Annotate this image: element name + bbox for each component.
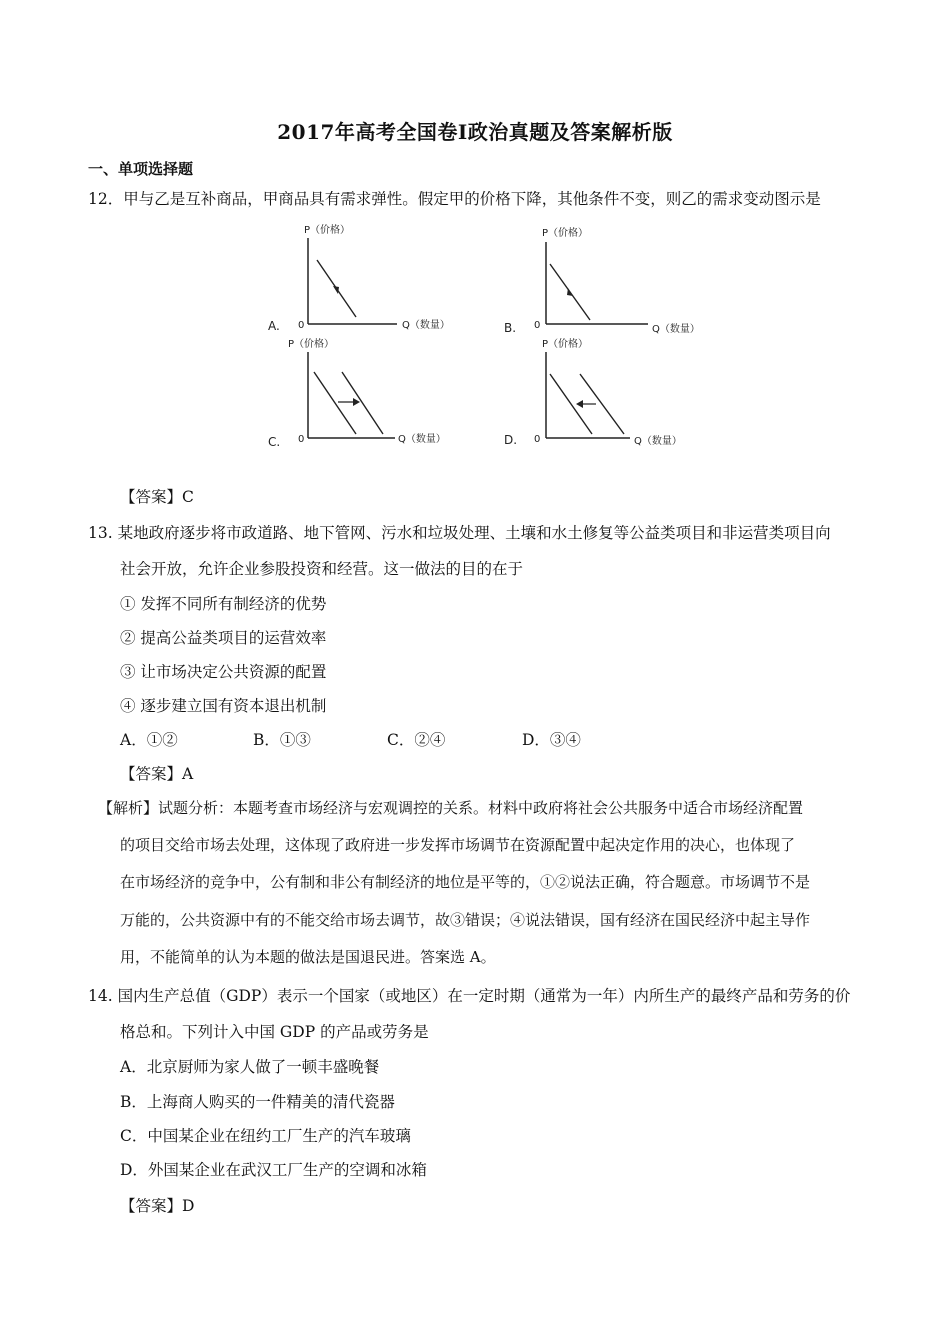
q13-analysis-line4: 万能的，公共资源中有的不能交给市场去调节，故③错误；④说法错误，国有经济在国民经济中起主导作 (120, 911, 811, 929)
q12-graph-d (500, 336, 700, 451)
q-axis-label: Q（数量） (634, 436, 682, 447)
origin-label: 0 (298, 320, 305, 331)
q13-item-2: ② 提高公益类项目的运营效率 (120, 629, 327, 647)
q14-option-d: D．外国某企业在武汉工厂生产的空调和冰箱 (120, 1161, 427, 1179)
q13-choice-b: B．①③ (253, 731, 311, 749)
q12-answer: 【答案】C (120, 488, 194, 506)
q13-stem-line1: 13. 某地政府逐步将市政道路、地下管网、污水和垃圾处理、土壤和水土修复等公益类项目和非运营类项目向 (88, 524, 831, 542)
q-axis-label: Q（数量） (652, 324, 700, 335)
q12-graph-a (262, 222, 462, 337)
q13-answer: 【答案】A (120, 765, 194, 783)
q14-answer: 【答案】D (120, 1197, 195, 1215)
q12-stem: 12．甲与乙是互补商品，甲商品具有需求弹性。假定甲的价格下降，其他条件不变，则乙的需求变动图示是 (88, 190, 821, 208)
p-axis-label: P（价格） (542, 228, 589, 239)
q-axis-label: Q（数量） (398, 434, 446, 445)
q14-option-a: A．北京厨师为家人做了一顿丰盛晚餐 (120, 1058, 380, 1076)
q13-choice-a: A．①② (120, 731, 178, 749)
q-axis-label: Q（数量） (402, 320, 450, 331)
origin-label: 0 (298, 434, 305, 445)
q12-graph-b (500, 222, 700, 337)
section-heading: 一、单项选择题 (88, 160, 194, 178)
q12-graph-c (262, 336, 462, 451)
origin-label: 0 (534, 320, 541, 331)
q13-item-4: ④ 逐步建立国有资本退出机制 (120, 697, 327, 715)
q14-option-b: B．上海商人购买的一件精美的清代瓷器 (120, 1093, 395, 1111)
q13-choice-d: D．③④ (522, 731, 581, 749)
q14-stem-line1: 14. 国内生产总值（GDP）表示一个国家（或地区）在一定时期（通常为一年）内所生产的最终产品和劳务的价 (88, 987, 851, 1005)
q13-analysis-line3: 在市场经济的竞争中，公有制和非公有制经济的地位是平等的，①②说法正确，符合题意。市场调节不是 (120, 873, 811, 891)
p-axis-label: P（价格） (304, 225, 351, 236)
page-title: 2017年高考全国卷Ⅰ政治真题及答案解析版 (277, 120, 673, 144)
q13-analysis-line2: 的项目交给市场去处理，这体现了政府进一步发挥市场调节在资源配置中起决定作用的决心，也体现了 (120, 836, 796, 854)
origin-label: 0 (534, 434, 541, 445)
q13-stem-line2: 社会开放，允许企业参股投资和经营。这一做法的目的在于 (120, 560, 524, 578)
p-axis-label: P（价格） (288, 339, 335, 350)
p-axis-label: P（价格） (542, 339, 589, 350)
q14-stem-line2: 格总和。下列计入中国 GDP 的产品或劳务是 (120, 1023, 429, 1041)
option-label: D. (504, 433, 518, 447)
option-label: B. (504, 321, 517, 335)
q13-analysis-line1: 【解析】试题分析：本题考查市场经济与宏观调控的关系。材料中政府将社会公共服务中适合市场经济配置 (98, 799, 804, 817)
q13-analysis-line5: 用，不能简单的认为本题的做法是国退民进。答案选 A。 (120, 948, 496, 966)
option-label: C. (268, 435, 281, 449)
q13-item-1: ① 发挥不同所有制经济的优势 (120, 595, 327, 613)
q14-option-c: C．中国某企业在纽约工厂生产的汽车玻璃 (120, 1127, 411, 1145)
q13-choice-c: C．②④ (387, 731, 446, 749)
q13-item-3: ③ 让市场决定公共资源的配置 (120, 663, 327, 681)
option-label: A. (268, 319, 280, 333)
